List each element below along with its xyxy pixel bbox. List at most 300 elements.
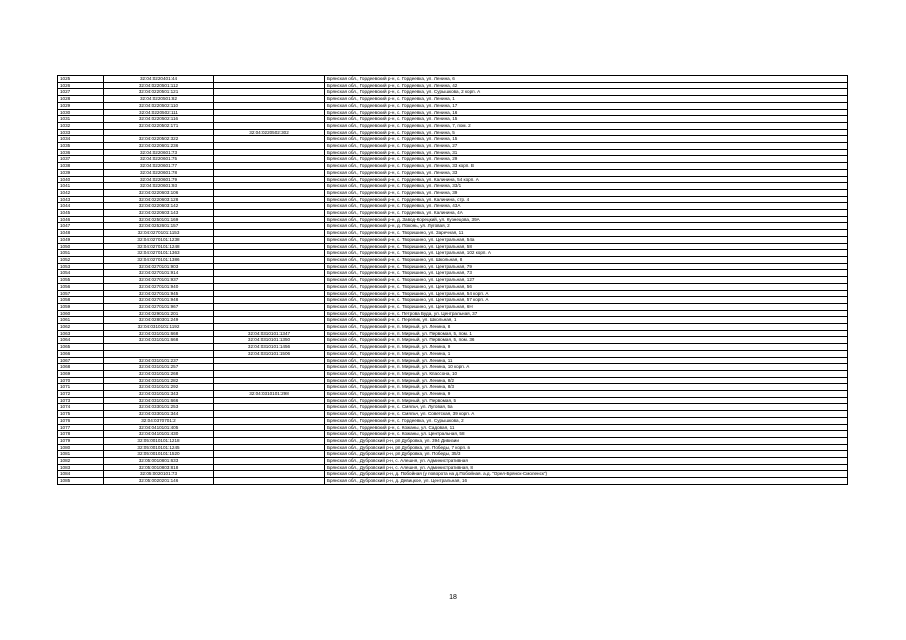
cadastral-number-cell: 32:05:0010803:818	[104, 464, 214, 471]
cadastral-number-cell: 32:04:0270101:940	[104, 283, 214, 290]
table-row	[58, 290, 848, 297]
cadastral-number-secondary-cell	[214, 384, 325, 391]
address-cell: Брянская обл., Гордеевский р-н, п. Мирный, ул. Первомая, 5	[325, 397, 848, 404]
page-number: 18	[449, 594, 457, 601]
cadastral-number-cell: 32:05:0010101:1520	[104, 451, 214, 458]
row-number-cell: 1078	[58, 431, 104, 438]
cadastral-number-secondary-cell	[214, 236, 325, 243]
cadastral-number-secondary-cell	[214, 156, 325, 163]
register-table	[57, 75, 848, 485]
cadastral-number-secondary-cell: 32:04:0310101:1506	[214, 350, 325, 357]
row-number-cell: 1081	[58, 451, 104, 458]
table-row	[58, 256, 848, 263]
table-row	[58, 169, 848, 176]
cadastral-number-secondary-cell	[214, 297, 325, 304]
cadastral-number-cell: 32:04:0220601:77	[104, 163, 214, 170]
cadastral-number-secondary-cell	[214, 76, 325, 83]
table-row	[58, 163, 848, 170]
cadastral-number-secondary-cell	[214, 317, 325, 324]
address-cell: Брянская обл., Гордеевский р-н, с. Творишино, ул. Центральная, 58	[325, 243, 848, 250]
row-number-cell: 1032	[58, 122, 104, 129]
row-number-cell: 1072	[58, 391, 104, 398]
cadastral-number-cell: 32:04:0370701:2	[104, 417, 214, 424]
row-number-cell: 1046	[58, 216, 104, 223]
cadastral-number-secondary-cell	[214, 290, 325, 297]
address-cell: Брянская обл., Гордеевский р-н, п. Мирный, ул. Кпассона, 10	[325, 370, 848, 377]
table-row	[58, 364, 848, 371]
row-number-cell: 1062	[58, 324, 104, 331]
cadastral-number-secondary-cell	[214, 223, 325, 230]
cadastral-number-cell: 32:04:0330101:253	[104, 404, 214, 411]
table-row	[58, 129, 848, 136]
table-row	[58, 89, 848, 96]
cadastral-number-cell: 32:04:0220501:112	[104, 82, 214, 89]
row-number-cell: 1051	[58, 250, 104, 257]
table-row	[58, 116, 848, 123]
cadastral-number-secondary-cell	[214, 431, 325, 438]
row-number-cell: 1059	[58, 303, 104, 310]
table-row	[58, 203, 848, 210]
table-row	[58, 96, 848, 103]
cadastral-number-cell: 32:04:0220603:143	[104, 210, 214, 217]
cadastral-number-secondary-cell	[214, 250, 325, 257]
table-row	[58, 458, 848, 465]
address-cell: Брянская обл., Гордеевский р-н, с. Творишино, ул. Центральная, 73	[325, 270, 848, 277]
row-number-cell: 1050	[58, 243, 104, 250]
row-number-cell: 1034	[58, 136, 104, 143]
address-cell: Брянская обл., Гордеевский р-н, п. Мирный, ул. Ленина, 10 корп. А	[325, 364, 848, 371]
cadastral-number-secondary-cell	[214, 96, 325, 103]
cadastral-number-secondary-cell	[214, 270, 325, 277]
row-number-cell: 1058	[58, 297, 104, 304]
table-row	[58, 397, 848, 404]
cadastral-number-cell: 32:05:0010101:1218	[104, 437, 214, 444]
cadastral-number-cell: 32:04:0220501:121	[104, 89, 214, 96]
cadastral-number-cell: 32:04:0220603:128	[104, 196, 214, 203]
row-number-cell: 1073	[58, 397, 104, 404]
table-row	[58, 136, 848, 143]
cadastral-number-cell: 32:04:0220603:142	[104, 203, 214, 210]
address-cell: Брянская обл., Гордеевский р-н, с. Гордеевка, ул. Ленина, 33 корп. В	[325, 163, 848, 170]
row-number-cell: 1036	[58, 149, 104, 156]
table-row	[58, 330, 848, 337]
cadastral-number-secondary-cell	[214, 116, 325, 123]
cadastral-number-secondary-cell	[214, 283, 325, 290]
cadastral-number-secondary-cell	[214, 203, 325, 210]
address-cell: Брянская обл., Гордеевский р-н, п. Мирный, ул. Ленина, 8	[325, 324, 848, 331]
table-row	[58, 444, 848, 451]
cadastral-number-secondary-cell	[214, 169, 325, 176]
address-cell: Брянская обл., Дубровский р-н, д. Побойная (у поворота на д.Побойная. а.д. "Орел-Брянск-Смоленск")	[325, 471, 848, 478]
address-cell: Брянская обл., Гордеевский р-н, с. Гордеевка, ул. Ленина, 5	[325, 129, 848, 136]
cadastral-number-secondary-cell	[214, 478, 325, 485]
table-row	[58, 216, 848, 223]
table-row	[58, 149, 848, 156]
cadastral-number-secondary-cell	[214, 411, 325, 418]
cadastral-number-cell: 32:04:0220502:116	[104, 116, 214, 123]
table-row	[58, 451, 848, 458]
row-number-cell: 1043	[58, 196, 104, 203]
cadastral-number-secondary-cell	[214, 310, 325, 317]
address-cell: Брянская обл., Гордеевский р-н, с. Гордеевка, ул. Ленина, 6	[325, 76, 848, 83]
table-row	[58, 270, 848, 277]
address-cell: Брянская обл., Гордеевский р-н, с. Петрова Буда, ул. Центральная, 37	[325, 310, 848, 317]
cadastral-number-secondary-cell	[214, 324, 325, 331]
cadastral-number-secondary-cell	[214, 109, 325, 116]
cadastral-number-cell: 32:04:0270101:1238	[104, 236, 214, 243]
cadastral-number-cell: 32:04:0220601:236	[104, 143, 214, 150]
table-row	[58, 464, 848, 471]
cadastral-number-secondary-cell	[214, 256, 325, 263]
cadastral-number-cell	[104, 344, 214, 351]
table-row	[58, 478, 848, 485]
table-row	[58, 223, 848, 230]
cadastral-number-secondary-cell	[214, 451, 325, 458]
cadastral-number-cell: 32:04:0220501:82	[104, 96, 214, 103]
table-row	[58, 250, 848, 257]
table-row	[58, 283, 848, 290]
cadastral-number-cell: 32:04:0252601:157	[104, 223, 214, 230]
row-number-cell: 1045	[58, 210, 104, 217]
row-number-cell: 1075	[58, 411, 104, 418]
table-row	[58, 310, 848, 317]
table-row	[58, 122, 848, 129]
cadastral-number-secondary-cell	[214, 370, 325, 377]
row-number-cell: 1064	[58, 337, 104, 344]
row-number-cell: 1061	[58, 317, 104, 324]
table-row	[58, 350, 848, 357]
table-row	[58, 109, 848, 116]
address-cell: Брянская обл., Гордеевский р-н, с. Смяльч, ул. Советская, 39 корп. А	[325, 411, 848, 418]
address-cell: Брянская обл., Гордеевский р-н, с. Гордеевка, ул. Ленина, 7, пом. 2	[325, 122, 848, 129]
address-cell: Брянская обл., Гордеевский р-н, с. Гордеевка, ул. Ленина, 1	[325, 96, 848, 103]
cadastral-number-secondary-cell: 32:04:0310101:1456	[214, 344, 325, 351]
row-number-cell: 1039	[58, 169, 104, 176]
table-row	[58, 377, 848, 384]
cadastral-number-cell: 32:04:0270101:903	[104, 263, 214, 270]
address-cell: Брянская обл., Гордеевский р-н, п. Мирный, ул. Ленина, 9	[325, 391, 848, 398]
cadastral-number-cell: 32:04:0220601:78	[104, 169, 214, 176]
row-number-cell: 1077	[58, 424, 104, 431]
cadastral-number-cell: 32:05:0020201:146	[104, 478, 214, 485]
table-row	[58, 437, 848, 444]
cadastral-number-secondary-cell	[214, 277, 325, 284]
cadastral-number-cell: 32:04:0270101:1153	[104, 230, 214, 237]
table-row	[58, 176, 848, 183]
table-row	[58, 337, 848, 344]
cadastral-number-secondary-cell	[214, 216, 325, 223]
address-cell: Брянская обл., Гордеевский р-н, д. Завод-Корецкий, ул. Кузнецова, 39А	[325, 216, 848, 223]
cadastral-number-cell: 32:04:0250101:169	[104, 216, 214, 223]
cadastral-number-secondary-cell	[214, 102, 325, 109]
row-number-cell: 1074	[58, 404, 104, 411]
cadastral-number-secondary-cell	[214, 143, 325, 150]
cadastral-number-secondary-cell	[214, 424, 325, 431]
table-row	[58, 183, 848, 190]
address-cell: Брянская обл., Гордеевский р-н, с. Творишино, ул. Центральная, 6Н	[325, 303, 848, 310]
row-number-cell: 1070	[58, 377, 104, 384]
cadastral-number-cell: 32:04:0410101:405	[104, 424, 214, 431]
cadastral-number-secondary-cell	[214, 82, 325, 89]
row-number-cell: 1037	[58, 156, 104, 163]
table-row	[58, 243, 848, 250]
address-cell: Брянская обл., Гордеевский р-н, с. Гордеевка, ул. Ленина, 15	[325, 136, 848, 143]
address-cell: Брянская обл., Дубровский р-н, рп Дубровка, ул. 394 Дивизии	[325, 437, 848, 444]
table-row	[58, 404, 848, 411]
row-number-cell: 1054	[58, 270, 104, 277]
row-number-cell: 1065	[58, 344, 104, 351]
cadastral-number-secondary-cell	[214, 417, 325, 424]
row-number-cell: 1033	[58, 129, 104, 136]
row-number-cell: 1028	[58, 96, 104, 103]
cadastral-number-secondary-cell	[214, 444, 325, 451]
cadastral-number-cell: 32:04:0310101:343	[104, 391, 214, 398]
cadastral-number-cell: 32:04:0270101:937	[104, 277, 214, 284]
cadastral-number-secondary-cell: 32:04:0220502:302	[214, 129, 325, 136]
cadastral-number-cell: 32:04:0270101:1386	[104, 256, 214, 263]
address-cell: Брянская обл., Гордеевский р-н, с. Творишино, ул. Заречная, 11	[325, 230, 848, 237]
address-cell: Брянская обл., Гордеевский р-н, с. Гордеевка, ул. Сурышкова, 2 корп. А	[325, 89, 848, 96]
address-cell: Брянская обл., Гордеевский р-н, с. Смяльч, ул. Луговая, 5а	[325, 404, 848, 411]
row-number-cell: 1060	[58, 310, 104, 317]
address-cell: Брянская обл., Гордеевский р-н, с. Гордеевка, ул. Калинина, стр. 4	[325, 196, 848, 203]
address-cell: Брянская обл., Гордеевский р-н, с. Творишино, ул. Школьная, 8	[325, 256, 848, 263]
cadastral-number-cell: 32:04:0220502:111	[104, 109, 214, 116]
cadastral-number-cell: 32:04:0220601:79	[104, 176, 214, 183]
address-cell: Брянская обл., Гордеевский р-н, п. Мирный, ул. Ленина, 8/3	[325, 384, 848, 391]
cadastral-number-cell: 32:04:0270101:945	[104, 290, 214, 297]
cadastral-number-cell: 32:04:0290101:201	[104, 310, 214, 317]
table-row	[58, 324, 848, 331]
table-row	[58, 411, 848, 418]
table-row	[58, 317, 848, 324]
row-number-cell: 1071	[58, 384, 104, 391]
table-row	[58, 189, 848, 196]
cadastral-number-secondary-cell	[214, 189, 325, 196]
cadastral-number-cell: 32:04:0310101:668	[104, 330, 214, 337]
row-number-cell: 1066	[58, 350, 104, 357]
cadastral-number-cell: 32:04:0220601:73	[104, 149, 214, 156]
cadastral-number-secondary-cell	[214, 404, 325, 411]
address-cell: Брянская обл., Дубровский р-н, д. Девицкое, ул. Центральная, 16	[325, 478, 848, 485]
row-number-cell: 1063	[58, 330, 104, 337]
cadastral-number-secondary-cell	[214, 364, 325, 371]
cadastral-number-cell: 32:04:0220502:171	[104, 122, 214, 129]
table-row	[58, 431, 848, 438]
address-cell: Брянская обл., Гордеевский р-н, с. Гордеевка, ул. Ленина, 17	[325, 102, 848, 109]
cadastral-number-secondary-cell	[214, 136, 325, 143]
cadastral-number-secondary-cell	[214, 458, 325, 465]
table-row	[58, 417, 848, 424]
row-number-cell: 1042	[58, 189, 104, 196]
cadastral-number-cell: 32:04:0280301:249	[104, 317, 214, 324]
address-cell: Брянская обл., Гордеевский р-н, п. Мирный, ул. Первомая, 5, пом. 36	[325, 337, 848, 344]
address-cell: Брянская обл., Гордеевский р-н, с. Гордеевка, ул. Ленина, 33	[325, 169, 848, 176]
address-cell: Брянская обл., Гордеевский р-н, с. Гордеевка, ул. Ленина, 33/1	[325, 183, 848, 190]
cadastral-number-secondary-cell	[214, 183, 325, 190]
table-row	[58, 196, 848, 203]
row-number-cell: 1049	[58, 236, 104, 243]
table-row	[58, 303, 848, 310]
address-cell: Брянская обл., Гордеевский р-н, с. Творишино, ул. Центральная, 56	[325, 283, 848, 290]
cadastral-number-cell: 32:04:0220502:110	[104, 102, 214, 109]
cadastral-number-cell: 32:04:0220401:44	[104, 76, 214, 83]
table-row	[58, 277, 848, 284]
table-row	[58, 236, 848, 243]
cadastral-number-cell: 32:05:0020101:73	[104, 471, 214, 478]
row-number-cell: 1080	[58, 444, 104, 451]
table-row	[58, 297, 848, 304]
address-cell: Брянская обл., Гордеевский р-н, с. Гордеевка, ул. Калинина, 4А	[325, 210, 848, 217]
address-cell: Брянская обл., Гордеевский р-н, с. Гордеевка, ул. Ленина, 31	[325, 149, 848, 156]
row-number-cell: 1029	[58, 102, 104, 109]
cadastral-number-secondary-cell	[214, 196, 325, 203]
address-cell: Брянская обл., Гордеевский р-н, с. Творишино, ул. Центральная, 54а	[325, 236, 848, 243]
address-cell: Брянская обл., Гордеевский р-н, п. Мирный, ул. Ленина, 11	[325, 357, 848, 364]
row-number-cell: 1055	[58, 277, 104, 284]
row-number-cell: 1076	[58, 417, 104, 424]
register-table-body	[58, 76, 848, 485]
table-row	[58, 102, 848, 109]
cadastral-number-secondary-cell: 32:04:0310101:1350	[214, 337, 325, 344]
address-cell: Брянская обл., Гордеевский р-н, с. Творишино, ул. Центральная, 57 корп. А	[325, 297, 848, 304]
table-row	[58, 357, 848, 364]
row-number-cell: 1030	[58, 109, 104, 116]
cadastral-number-secondary-cell	[214, 176, 325, 183]
address-cell: Брянская обл., Гордеевский р-н, с. Гордеевка, ул. Калинина, 54 корп. А	[325, 176, 848, 183]
cadastral-number-cell: 32:04:0270101:967	[104, 303, 214, 310]
cadastral-number-cell: 32:04:0220502:322	[104, 136, 214, 143]
address-cell: Брянская обл., Гордеевский р-н, п. Мирный, ул. Первомая, 5, пом. 1	[325, 330, 848, 337]
row-number-cell: 1057	[58, 290, 104, 297]
address-cell: Брянская обл., Гордеевский р-н, с. Кожаны, ул. Центральная, 58	[325, 431, 848, 438]
cadastral-number-secondary-cell	[214, 437, 325, 444]
address-cell: Брянская обл., Гордеевский р-н, с. Гордеевка, ул. Ленина, 29	[325, 156, 848, 163]
table-row	[58, 143, 848, 150]
table-row	[58, 424, 848, 431]
cadastral-number-cell: 32:04:0330101:344	[104, 411, 214, 418]
row-number-cell: 1044	[58, 203, 104, 210]
cadastral-number-secondary-cell	[214, 122, 325, 129]
cadastral-number-secondary-cell	[214, 243, 325, 250]
address-cell: Брянская обл., Дубровский р-н, с. Алешня, ул. Административная, 8	[325, 464, 848, 471]
row-number-cell: 1035	[58, 143, 104, 150]
table-row	[58, 384, 848, 391]
address-cell: Брянская обл., Гордеевский р-н, с. Творишино, ул. Центральная, 79	[325, 263, 848, 270]
cadastral-number-secondary-cell	[214, 163, 325, 170]
table-row	[58, 230, 848, 237]
row-number-cell: 1082	[58, 458, 104, 465]
cadastral-number-cell: 32:04:0310101:282	[104, 377, 214, 384]
cadastral-number-secondary-cell: 32:04:0310101:298	[214, 391, 325, 398]
cadastral-number-cell: 32:04:0310101:237	[104, 357, 214, 364]
address-cell: Брянская обл., Гордеевский р-н, с. Гордеевка, ул. Ленина, 43А	[325, 203, 848, 210]
address-cell: Брянская обл., Гордеевский р-н, с. Гордеевка, ул. Ленина, 27	[325, 143, 848, 150]
cadastral-number-secondary-cell	[214, 397, 325, 404]
address-cell: Брянская обл., Гордеевский р-н, п. Мирный, ул. Ленина, 8/2	[325, 377, 848, 384]
row-number-cell: 1083	[58, 464, 104, 471]
row-number-cell: 1052	[58, 256, 104, 263]
table-row	[58, 210, 848, 217]
cadastral-number-cell: 32:04:0220601:93	[104, 183, 214, 190]
address-cell: Брянская обл., Гордеевский р-н, с. Гордеевка, ул. Ленина, 39	[325, 189, 848, 196]
row-number-cell: 1025	[58, 76, 104, 83]
address-cell: Брянская обл., Дубровский р-н, рп Дубровка, ул. Победы, 35/3	[325, 451, 848, 458]
cadastral-number-cell	[104, 350, 214, 357]
cadastral-number-secondary-cell	[214, 149, 325, 156]
address-cell: Брянская обл., Гордеевский р-н, п. Мирный, ул. Ленина, 1	[325, 350, 848, 357]
row-number-cell: 1085	[58, 478, 104, 485]
cadastral-number-cell: 32:05:0010101:1245	[104, 444, 214, 451]
cadastral-number-cell	[104, 129, 214, 136]
address-cell: Брянская обл., Гордеевский р-н, п. Мирный, ул. Ленина, 9	[325, 344, 848, 351]
row-number-cell: 1079	[58, 437, 104, 444]
table-row	[58, 263, 848, 270]
cadastral-number-cell: 32:04:0310101:1192	[104, 324, 214, 331]
row-number-cell: 1026	[58, 82, 104, 89]
cadastral-number-cell: 32:04:0310101:292	[104, 384, 214, 391]
row-number-cell: 1056	[58, 283, 104, 290]
cadastral-number-cell: 32:04:0310101:666	[104, 397, 214, 404]
cadastral-number-cell: 32:05:0010801:633	[104, 458, 214, 465]
cadastral-number-cell: 32:04:0310101:257	[104, 364, 214, 371]
row-number-cell: 1031	[58, 116, 104, 123]
cadastral-number-cell: 32:04:0270101:1363	[104, 250, 214, 257]
address-cell: Брянская обл., Гордеевский р-н, с. Творишино, ул. Центральная, 127	[325, 277, 848, 284]
address-cell: Брянская обл., Дубровский р-н, рп Дубровка, ул. Победы, 7 корп. в	[325, 444, 848, 451]
address-cell: Брянская обл., Гордеевский р-н, с. Гордеевка, ул. Сурышкова, 2	[325, 417, 848, 424]
cadastral-number-secondary-cell	[214, 263, 325, 270]
table-row	[58, 76, 848, 83]
cadastral-number-cell: 32:04:0220601:75	[104, 156, 214, 163]
cadastral-number-cell: 32:04:0410101:430	[104, 431, 214, 438]
row-number-cell: 1027	[58, 89, 104, 96]
cadastral-number-secondary-cell	[214, 89, 325, 96]
address-cell: Брянская обл., Дубровский р-н, с. Алешня, ул. Административная	[325, 458, 848, 465]
cadastral-number-secondary-cell	[214, 303, 325, 310]
row-number-cell: 1038	[58, 163, 104, 170]
cadastral-number-secondary-cell	[214, 230, 325, 237]
cadastral-number-cell: 32:04:0310101:268	[104, 370, 214, 377]
cadastral-number-cell: 32:04:0270101:948	[104, 297, 214, 304]
row-number-cell: 1068	[58, 364, 104, 371]
row-number-cell: 1067	[58, 357, 104, 364]
address-cell: Брянская обл., Гордеевский р-н, с. Гордеевка, ул. Ленина, 42	[325, 82, 848, 89]
row-number-cell: 1041	[58, 183, 104, 190]
address-cell: Брянская обл., Гордеевский р-н, с. Кожаны, ул. Садовая, 11	[325, 424, 848, 431]
address-cell: Брянская обл., Гордеевский р-н, с. Гордеевка, ул. Ленина, 16	[325, 109, 848, 116]
address-cell: Брянская обл., Гордеевский р-н, д. Поконь, ул. Луговая, 2	[325, 223, 848, 230]
cadastral-number-cell: 32:04:0310101:668	[104, 337, 214, 344]
table-row	[58, 471, 848, 478]
row-number-cell: 1040	[58, 176, 104, 183]
table-row	[58, 82, 848, 89]
table-row	[58, 391, 848, 398]
address-cell: Брянская обл., Гордеевский р-н, с. Творишино, ул. Центральная, 54 корп. А	[325, 290, 848, 297]
row-number-cell: 1048	[58, 230, 104, 237]
row-number-cell: 1084	[58, 471, 104, 478]
table-row	[58, 156, 848, 163]
cadastral-number-secondary-cell	[214, 377, 325, 384]
address-cell: Брянская обл., Гордеевский р-н, с. Творишино, ул. Центральная, 102 корп. А	[325, 250, 848, 257]
cadastral-number-secondary-cell	[214, 357, 325, 364]
cadastral-number-secondary-cell: 32:04:0310101:1347	[214, 330, 325, 337]
table-row	[58, 344, 848, 351]
cadastral-number-secondary-cell	[214, 471, 325, 478]
cadastral-number-cell: 32:04:0220603:106	[104, 189, 214, 196]
cadastral-number-secondary-cell	[214, 464, 325, 471]
cadastral-number-cell: 32:04:0270101:1248	[104, 243, 214, 250]
